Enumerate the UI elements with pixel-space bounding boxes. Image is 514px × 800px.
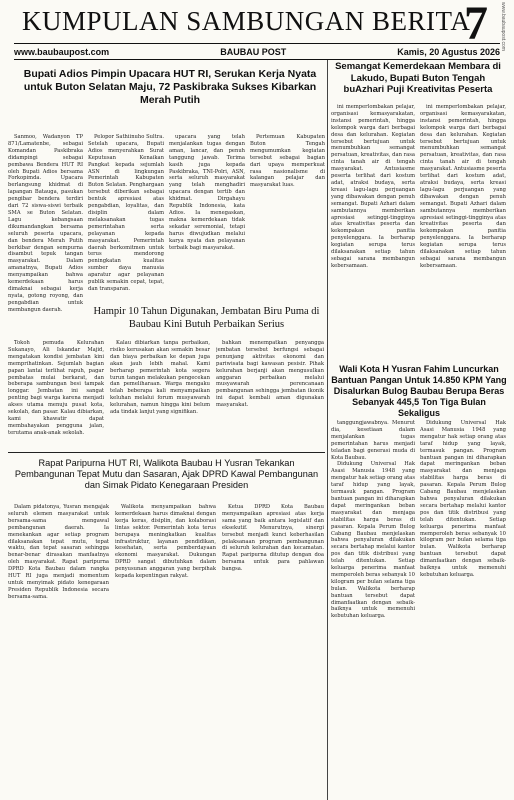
article-pangan-col2 <box>420 420 506 796</box>
masthead-title: KUMPULAN SAMBUNGAN BERITA <box>22 6 471 36</box>
article-jembatan-col2 <box>110 340 210 448</box>
paragraph: bahkan menempatkan penyangga jembatan tersebut berfungsi sebagai penunjang aktivitas ekonomi dan pariwisata bagi kawasan pesisir. Pihak kelurahan berjanji akan mengusulkan anggaran perbaikan melalui musyawarah perencanaan pembangunan sehingga jembatan ikonik ini dapat kembali aman digunakan masyarakat. <box>216 340 324 409</box>
paragraph: Didukung Universal Hak Asasi Manusia 1948 yang mengatur hak setiap orang atas taraf hidup yang layak, termasuk pangan. Program bantuan pangan ini diharapkan dapat meringankan beban masyarakat dan menjaga stabilitas harga beras di pasaran. Kepala Perum Bulog Cabang Baubau menjelaskan bahwa penyaluran dilakukan secara bertahap melalui kantor pos dan titik distribusi yang telah ditentukan. Setiap keluarga penerima manfaat memperoleh beras sebanyak 10 kilogram per bulan selama tiga bulan. Walikota berharap bantuan tersebut dapat dimanfaatkan dengan sebaik-baiknya untuk memenuhi kebutuhan keluarga. <box>420 420 506 578</box>
article-upacara-col4 <box>250 134 325 302</box>
article-jembatan-col3 <box>216 340 324 448</box>
column-divider <box>327 60 328 800</box>
paragraph: tanggungjawabnya. Menurut dia, kesetiaan dalam menjalankan tugas pemerintahan harus menjadi teladan bagi generasi muda di Kota Baubau. <box>331 420 415 461</box>
article-paripurna-col3 <box>222 504 324 796</box>
info-bar <box>14 43 500 60</box>
article-upacara-col3 <box>169 134 245 302</box>
website-url[interactable]: www.baubaupost.com <box>14 46 110 57</box>
headline-semangat: Semangat Kemerdekaan Membara di Lakudo, Bupati Buton Tengah buAzhari Puji Kreativitas Peserta <box>335 61 501 96</box>
headline-upacara: Bupati Adios Pimpin Upacara HUT RI, Serukan Kerja Nyata untuk Buton Selatan Maju, 72 Paskibraka Sukses Kibarkan Merah Putih <box>23 68 317 106</box>
paragraph: Pelopor Sathiinuho Sultra. Setelah upacara, Bupati Adios menyerahkan Surat Keputusan Kenaikan Pangkat kepada sejumlah ASN di lingkungan Pemerintah Kabupaten Buton Selatan. Penghargaan tersebut diberikan sebagai bentuk apresiasi atas pengabdian, loyalitas, dan disiplin dalam melaksanakan tugas pemerintahan serta pelayanan kepada masyarakat. Pemerintah daerah berkomitmen untuk terus mendorong peningkatan kualitas sumber daya manusia aparatur agar pelayanan publik semakin cepat, tepat, dan transparan. <box>88 134 164 292</box>
paragraph: ini memperlombakan pelajar, organisasi kemasyarakatan, instansi pemerintah, hingga kelompok warga dari berbagai desa dan kelurahan. Kegiatan tersebut bertujuan untuk menumbuhkan semangat persatuan, kreativitas, dan rasa cinta tanah air di tengah masyarakat. Antusiasme peserta terlihat dari kostum adat, atraksi budaya, serta kreasi lagu-lagu perjuangan yang dibawakan dengan penuh semangat. Bupati Azhari dalam sambutannya memberikan apresiasi setinggi-tingginya atas kreativitas peserta dan kekompakan panitia penyelenggara. Ia berharap kegiatan serupa terus dilaksanakan setiap tahun sebagai sarana membangun kebersamaan. <box>420 104 506 269</box>
paragraph: Sanmoo, Wadanyon TP 871/Lamatenbe, sebagai Komandan Paskibraka didampingi sebagai pembawa Bendera HUT RI oleh Bupati Adios bersama Forkopimda. Upacara berlangsung khidmat di lapangan Batauga, pasukan pengibar bendera terdiri dari 72 siswa-siswi terbaik SMA se Buton Selatan. Lagu kebangsaan dikumandangkan bersama seluruh peserta upacara, dan bendera Merah Putih berkibar dengan sempurna disambut tepuk tangan masyarakat. Dalam amanatnya, Bupati Adios menyampaikan bahwa kemerdekaan harus dimaknai sebagai kerja nyata, gotong royong, dan pengabdian untuk membangun daerah. <box>8 134 83 313</box>
headline-jembatan: Hampir 10 Tahun Digunakan, Jembatan Biru Puma di Baubau Kini Butuh Perbaikan Serius <box>93 306 320 330</box>
masthead <box>8 0 506 51</box>
side-url: www.baubaupost.com <box>500 2 506 51</box>
paragraph: Walikota menyampaikan bahwa kemerdekaan harus dimaknai dengan kerja keras, disiplin, dan kolaborasi lintas sektor. Pemerintah kota terus berupaya meningkatkan kualitas infrastruktur, layanan pendidikan, kesehatan, serta pemberdayaan ekonomi masyarakat. Dukungan DPRD sangat dibutuhkan dalam penyusunan anggaran yang berpihak kepada kepentingan rakyat. <box>115 504 216 580</box>
section-name: BAUBAU POST <box>220 46 287 57</box>
paragraph: Didukung Universal Hak Asasi Manusia 1948 yang mengatur hak setiap orang atas taraf hidup yang layak, termasuk pangan. Program bantuan pangan ini diharapkan dapat meringankan beban masyarakat dan menjaga stabilitas harga beras di pasaran. Kepala Perum Bulog Cabang Baubau menjelaskan bahwa penyaluran dilakukan secara bertahap melalui kantor pos dan titik distribusi yang telah ditentukan. Setiap keluarga penerima manfaat memperoleh beras sebanyak 10 kilogram per bulan selama tiga bulan. Walikota berharap bantuan tersebut dapat dimanfaatkan dengan sebaik-baiknya untuk memenuhi kebutuhan keluarga. <box>331 461 415 620</box>
headline-pangan: Wali Kota H Yusran Fahim Luncurkan Bantuan Pangan Untuk 14.850 KPM Yang Disalurkan Bulog Baubau Berupa Beras Sebanyak 445,5 Ton Tiga Bulan Sekaligus <box>331 364 507 418</box>
article-semangat-col1 <box>331 104 415 359</box>
section-divider <box>8 452 325 453</box>
paragraph: Kalau dibiarkan tanpa perbaikan, risiko kerusakan akan semakin besar dan biaya perbaikan ke depan juga akan jauh lebih mahal. Kami berharap pemerintah kota segera turun tangan melakukan pengecekan dan pemeliharaan. Warga mengaku telah beberapa kali menyampaikan keluhan melalui forum musyawarah kelurahan, namun hingga kini belum ada tindak lanjut yang signifikan. <box>110 340 210 416</box>
paragraph: upacara yang telah menjalankan tugas dengan aman, lancar, dan penuh tanggung jawab. Terima kasih juga kepada Paskibraka, TNI-Polri, ASN, serta seluruh masyarakat yang telah menghadiri upacara dengan tertib dan khidmat. Dirgahayu Republik Indonesia, kata Adios. Ia menegaskan, makna kemerdekaan tidak sekadar seremonial, tetapi harus diwujudkan melalui karya nyata dan pelayanan terbaik bagi masyarakat. <box>169 134 245 251</box>
headline-paripurna: Rapat Paripurna HUT RI, Walikota Baubau H Yusran Tekankan Pembangunan Tepat Mutu dan Sasaran, Ajak DPRD Kawal Pembangunan dan Simak Pidato Kenegaraan Presiden <box>14 458 319 491</box>
paragraph: Dalam pidatonya, Yusran mengajak seluruh elemen masyarakat untuk bersama-sama mengawal pembangunan daerah. Ia menekankan agar setiap program dilaksanakan tepat mutu, tepat waktu, dan tepat sasaran sehingga benar-benar dirasakan manfaatnya oleh masyarakat. Rapat paripurna DPRD Kota Baubau dalam rangka HUT RI juga menjadi momentum untuk menyimak pidato kenegaraan Presiden Republik Indonesia secara bersama-sama. <box>8 504 109 600</box>
page-number: 7 <box>464 0 488 50</box>
paragraph: Tokoh pemuda Kelurahan Sukanayo, Ali Iskandar Majid, mengatakan kondisi jembatan kini memprihatinkan. Sejumlah bagian papan lantai terlihat rapuh, pagar pembatas mulai berkarat, dan beberapa sambungan besi tampak longgar. Jembatan ini sangat penting bagi warga karena menjadi akses utama menuju pusat kota, sekolah, dan pasar. Kalau dibiarkan, kami khawatir dapat membahayakan pengguna jalan, terutama anak-anak sekolah. <box>8 340 104 436</box>
article-semangat-col2 <box>420 104 506 359</box>
paragraph: Pertemuan Kabupaten Buton Tengah mengumumkan kegiatan tersebut sebagai bagian dari upaya memperkuat rasa nasionalisme di kalangan pelajar dan masyarakat luas. <box>250 134 325 189</box>
paragraph: Ketua DPRD Kota Baubau menyampaikan apresiasi atas kerja sama yang baik antara legislatif dan eksekutif. Menurutnya, sinergi tersebut menjadi kunci keberhasilan pelaksanaan program pembangunan di seluruh kelurahan dan kecamatan. Rapat paripurna ditutup dengan doa bersama untuk para pahlawan bangsa. <box>222 504 324 573</box>
paragraph: ini memperlombakan pelajar, organisasi kemasyarakatan, instansi pemerintah, hingga kelompok warga dari berbagai desa dan kelurahan. Kegiatan tersebut bertujuan untuk menumbuhkan semangat persatuan, kreativitas, dan rasa cinta tanah air di tengah masyarakat. Antusiasme peserta terlihat dari kostum adat, atraksi budaya, serta kreasi lagu-lagu perjuangan yang dibawakan dengan penuh semangat. Bupati Azhari dalam sambutannya memberikan apresiasi setinggi-tingginya atas kreativitas peserta dan kekompakan panitia penyelenggara. Ia berharap kegiatan serupa terus dilaksanakan setiap tahun sebagai sarana membangun kebersamaan. <box>331 104 415 269</box>
article-upacara-col2 <box>88 134 164 302</box>
article-paripurna-col2 <box>115 504 216 796</box>
issue-date: Kamis, 20 Agustus 2026 <box>397 46 500 57</box>
article-pangan-col1 <box>331 420 415 796</box>
article-paripurna-col1 <box>8 504 109 796</box>
article-jembatan-col1 <box>8 340 104 448</box>
